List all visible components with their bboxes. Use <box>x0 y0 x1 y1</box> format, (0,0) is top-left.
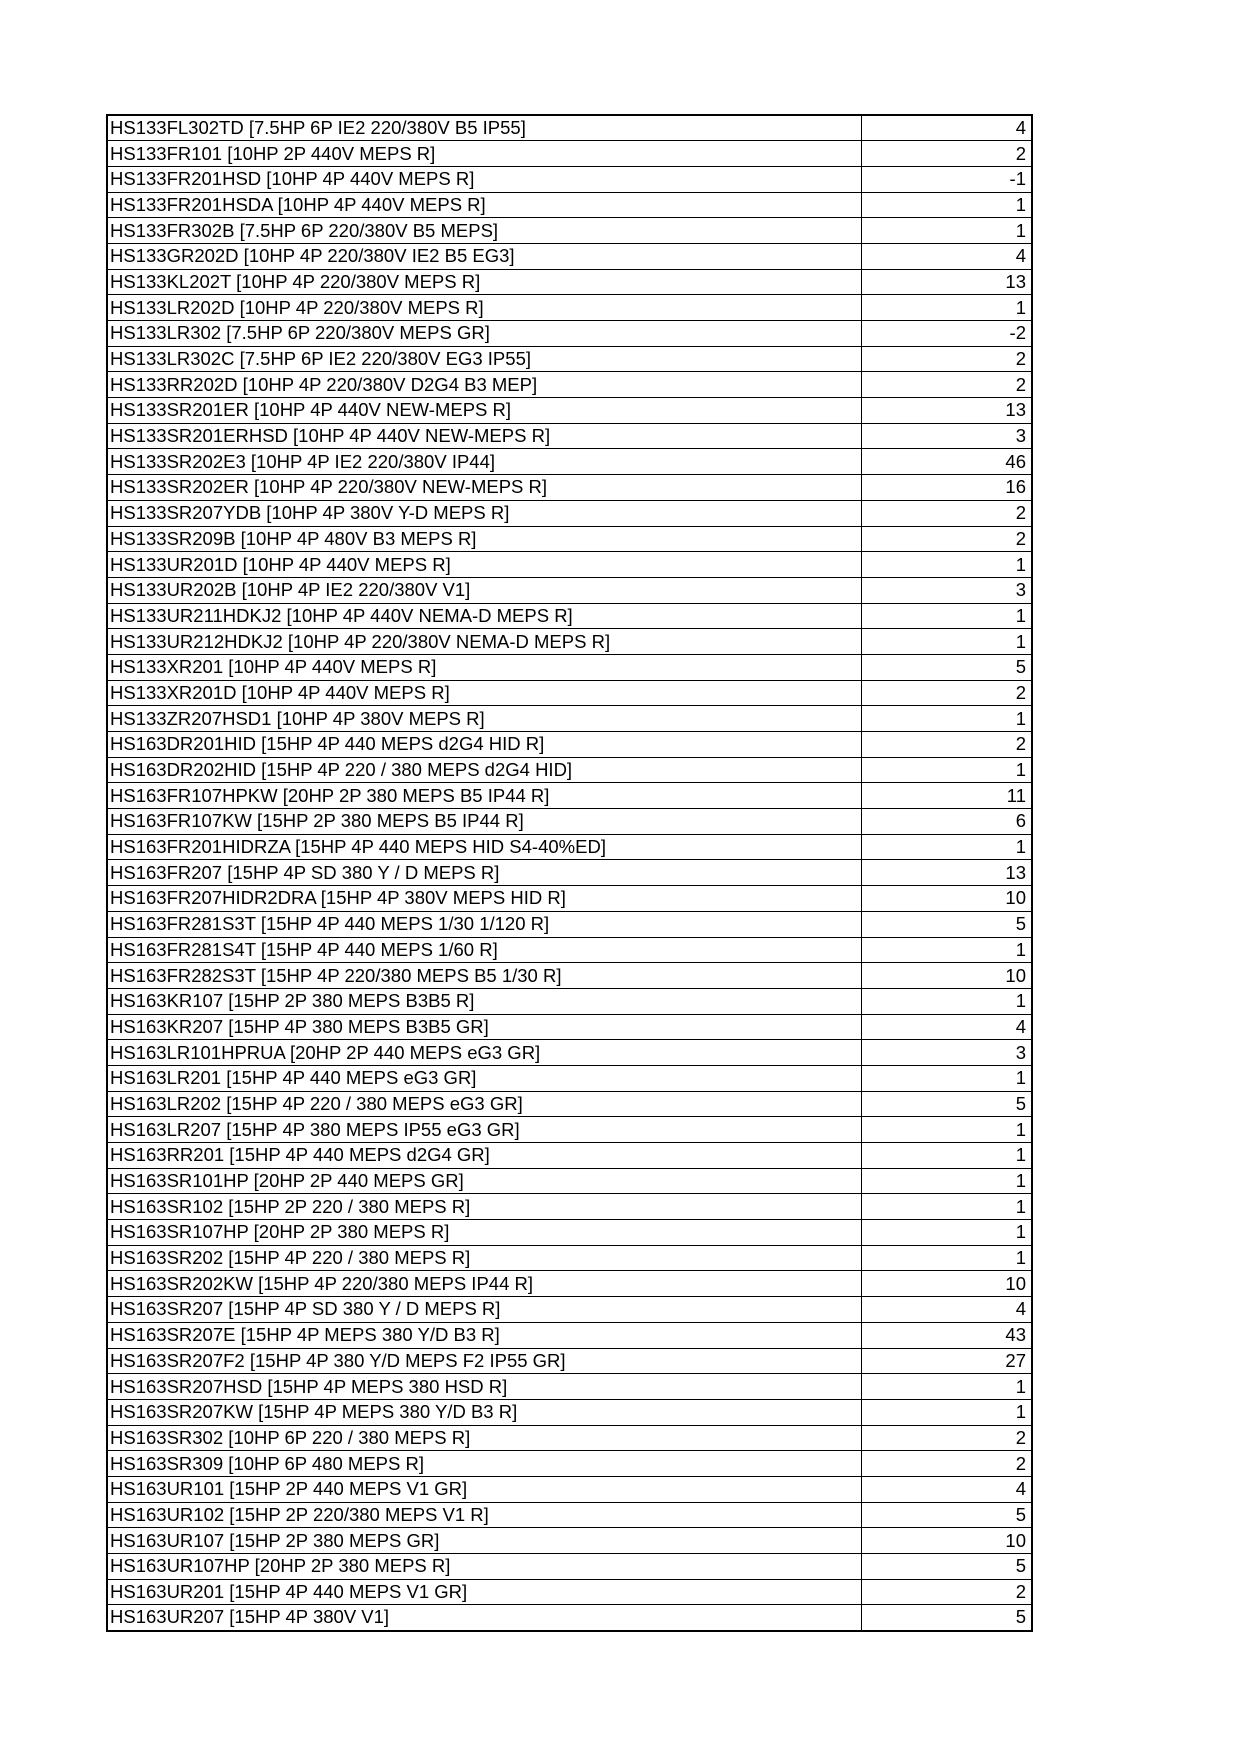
table-row <box>107 783 1032 809</box>
item-quantity-cell: 10 <box>861 1271 1032 1297</box>
table-row <box>107 577 1032 603</box>
item-description-cell: HS163SR207HSD [15HP 4P MEPS 380 HSD R] <box>107 1374 861 1400</box>
item-quantity-cell: 3 <box>861 1040 1032 1066</box>
item-quantity-cell: 10 <box>861 886 1032 912</box>
item-quantity-cell: 1 <box>861 757 1032 783</box>
item-description-cell: HS163SR101HP [20HP 2P 440 MEPS GR] <box>107 1168 861 1194</box>
item-description-cell: HS133LR302C [7.5HP 6P IE2 220/380V EG3 IP55] <box>107 346 861 372</box>
table-row <box>107 398 1032 424</box>
item-quantity-cell: 5 <box>861 1502 1032 1528</box>
item-description-cell: HS163SR207KW [15HP 4P MEPS 380 Y/D B3 R] <box>107 1399 861 1425</box>
table-row <box>107 886 1032 912</box>
item-description-cell: HS133GR202D [10HP 4P 220/380V IE2 B5 EG3] <box>107 243 861 269</box>
item-description-cell: HS133XR201 [10HP 4P 440V MEPS R] <box>107 654 861 680</box>
item-description-cell: HS163SR102 [15HP 2P 220 / 380 MEPS R] <box>107 1194 861 1220</box>
item-description-cell: HS163DR202HID [15HP 4P 220 / 380 MEPS d2G4 HID] <box>107 757 861 783</box>
table-row <box>107 346 1032 372</box>
item-quantity-cell: 1 <box>861 988 1032 1014</box>
table-row <box>107 500 1032 526</box>
item-description-cell: HS163UR107HP [20HP 2P 380 MEPS R] <box>107 1554 861 1580</box>
item-description-cell: HS133FR101 [10HP 2P 440V MEPS R] <box>107 141 861 167</box>
table-row <box>107 1605 1032 1631</box>
item-description-cell: HS163SR202 [15HP 4P 220 / 380 MEPS R] <box>107 1245 861 1271</box>
item-description-cell: HS133SR201ERHSD [10HP 4P 440V NEW-MEPS R] <box>107 423 861 449</box>
item-quantity-cell: 10 <box>861 1528 1032 1554</box>
item-quantity-cell: 2 <box>861 1425 1032 1451</box>
item-description-cell: HS163LR201 [15HP 4P 440 MEPS eG3 GR] <box>107 1065 861 1091</box>
inventory-table <box>106 114 1033 1632</box>
table-row <box>107 911 1032 937</box>
item-quantity-cell: 4 <box>861 1014 1032 1040</box>
item-description-cell: HS133ZR207HSD1 [10HP 4P 380V MEPS R] <box>107 706 861 732</box>
table-row <box>107 423 1032 449</box>
item-description-cell: HS133SR207YDB [10HP 4P 380V Y-D MEPS R] <box>107 500 861 526</box>
item-quantity-cell: 2 <box>861 141 1032 167</box>
table-row <box>107 1476 1032 1502</box>
item-quantity-cell: 4 <box>861 243 1032 269</box>
item-description-cell: HS163UR201 [15HP 4P 440 MEPS V1 GR] <box>107 1579 861 1605</box>
item-description-cell: HS133UR212HDKJ2 [10HP 4P 220/380V NEMA-D MEPS R] <box>107 629 861 655</box>
item-quantity-cell: 1 <box>861 295 1032 321</box>
item-description-cell: HS163RR201 [15HP 4P 440 MEPS d2G4 GR] <box>107 1143 861 1169</box>
table-row <box>107 192 1032 218</box>
item-quantity-cell: 1 <box>861 1220 1032 1246</box>
table-row <box>107 1245 1032 1271</box>
item-description-cell: HS163LR207 [15HP 4P 380 MEPS IP55 eG3 GR] <box>107 1117 861 1143</box>
table-row <box>107 1554 1032 1580</box>
item-quantity-cell: 1 <box>861 218 1032 244</box>
item-description-cell: HS163FR107KW [15HP 2P 380 MEPS B5 IP44 R] <box>107 809 861 835</box>
table-row <box>107 295 1032 321</box>
table-row <box>107 963 1032 989</box>
item-quantity-cell: -1 <box>861 166 1032 192</box>
table-row <box>107 115 1032 141</box>
table-row <box>107 1014 1032 1040</box>
table-row <box>107 1220 1032 1246</box>
table-row <box>107 1040 1032 1066</box>
item-description-cell: HS163FR281S4T [15HP 4P 440 MEPS 1/60 R] <box>107 937 861 963</box>
item-quantity-cell: 1 <box>861 1065 1032 1091</box>
item-description-cell: HS133LR202D [10HP 4P 220/380V MEPS R] <box>107 295 861 321</box>
item-description-cell: HS133SR209B [10HP 4P 480V B3 MEPS R] <box>107 526 861 552</box>
item-quantity-cell: 4 <box>861 1476 1032 1502</box>
item-description-cell: HS133SR202E3 [10HP 4P IE2 220/380V IP44] <box>107 449 861 475</box>
table-row <box>107 809 1032 835</box>
item-description-cell: HS133UR202B [10HP 4P IE2 220/380V V1] <box>107 577 861 603</box>
item-quantity-cell: 1 <box>861 629 1032 655</box>
item-quantity-cell: 2 <box>861 1451 1032 1477</box>
table-row <box>107 654 1032 680</box>
item-quantity-cell: 2 <box>861 1579 1032 1605</box>
item-quantity-cell: 1 <box>861 1117 1032 1143</box>
item-description-cell: HS163UR207 [15HP 4P 380V V1] <box>107 1605 861 1631</box>
item-description-cell: HS163SR302 [10HP 6P 220 / 380 MEPS R] <box>107 1425 861 1451</box>
item-quantity-cell: 1 <box>861 1143 1032 1169</box>
item-quantity-cell: 46 <box>861 449 1032 475</box>
table-row <box>107 372 1032 398</box>
item-description-cell: HS163SR207F2 [15HP 4P 380 Y/D MEPS F2 IP55 GR] <box>107 1348 861 1374</box>
table-row <box>107 1271 1032 1297</box>
table-row <box>107 757 1032 783</box>
item-description-cell: HS133SR201ER [10HP 4P 440V NEW-MEPS R] <box>107 398 861 424</box>
item-description-cell: HS163UR102 [15HP 2P 220/380 MEPS V1 R] <box>107 1502 861 1528</box>
item-description-cell: HS163UR107 [15HP 2P 380 MEPS GR] <box>107 1528 861 1554</box>
item-description-cell: HS163FR282S3T [15HP 4P 220/380 MEPS B5 1/30 R] <box>107 963 861 989</box>
item-quantity-cell: 2 <box>861 372 1032 398</box>
table-row <box>107 449 1032 475</box>
table-row <box>107 1322 1032 1348</box>
table-row <box>107 1579 1032 1605</box>
item-description-cell: HS163UR101 [15HP 2P 440 MEPS V1 GR] <box>107 1476 861 1502</box>
item-quantity-cell: 5 <box>861 1605 1032 1631</box>
item-quantity-cell: 11 <box>861 783 1032 809</box>
table-row <box>107 1117 1032 1143</box>
item-description-cell: HS163DR201HID [15HP 4P 440 MEPS d2G4 HID R] <box>107 732 861 758</box>
table-row <box>107 141 1032 167</box>
item-quantity-cell: 1 <box>861 552 1032 578</box>
item-quantity-cell: 5 <box>861 654 1032 680</box>
item-description-cell: HS163FR207HIDR2DRA [15HP 4P 380V MEPS HID R] <box>107 886 861 912</box>
table-row <box>107 834 1032 860</box>
table-row <box>107 269 1032 295</box>
item-quantity-cell: 4 <box>861 115 1032 141</box>
item-description-cell: HS133RR202D [10HP 4P 220/380V D2G4 B3 MEP] <box>107 372 861 398</box>
table-row <box>107 1143 1032 1169</box>
item-description-cell: HS163LR202 [15HP 4P 220 / 380 MEPS eG3 GR] <box>107 1091 861 1117</box>
table-row <box>107 321 1032 347</box>
table-row <box>107 1348 1032 1374</box>
table-row <box>107 1194 1032 1220</box>
item-description-cell: HS133FR201HSD [10HP 4P 440V MEPS R] <box>107 166 861 192</box>
table-row <box>107 166 1032 192</box>
item-description-cell: HS163SR107HP [20HP 2P 380 MEPS R] <box>107 1220 861 1246</box>
item-quantity-cell: 13 <box>861 269 1032 295</box>
item-quantity-cell: 2 <box>861 732 1032 758</box>
item-quantity-cell: 1 <box>861 1399 1032 1425</box>
item-description-cell: HS163SR202KW [15HP 4P 220/380 MEPS IP44 R] <box>107 1271 861 1297</box>
item-description-cell: HS133UR211HDKJ2 [10HP 4P 440V NEMA-D MEPS R] <box>107 603 861 629</box>
item-description-cell: HS133UR201D [10HP 4P 440V MEPS R] <box>107 552 861 578</box>
item-description-cell: HS163SR309 [10HP 6P 480 MEPS R] <box>107 1451 861 1477</box>
item-quantity-cell: 43 <box>861 1322 1032 1348</box>
item-description-cell: HS163KR107 [15HP 2P 380 MEPS B3B5 R] <box>107 988 861 1014</box>
table-row <box>107 1528 1032 1554</box>
item-quantity-cell: 2 <box>861 526 1032 552</box>
table-row <box>107 603 1032 629</box>
item-description-cell: HS163KR207 [15HP 4P 380 MEPS B3B5 GR] <box>107 1014 861 1040</box>
item-description-cell: HS163FR107HPKW [20HP 2P 380 MEPS B5 IP44 R] <box>107 783 861 809</box>
table-row <box>107 732 1032 758</box>
item-quantity-cell: 1 <box>861 834 1032 860</box>
item-quantity-cell: 1 <box>861 1374 1032 1400</box>
table-row <box>107 1374 1032 1400</box>
item-quantity-cell: 2 <box>861 500 1032 526</box>
item-quantity-cell: 1 <box>861 192 1032 218</box>
item-description-cell: HS133FL302TD [7.5HP 6P IE2 220/380V B5 IP55] <box>107 115 861 141</box>
item-quantity-cell: -2 <box>861 321 1032 347</box>
table-row <box>107 1168 1032 1194</box>
item-quantity-cell: 2 <box>861 346 1032 372</box>
item-description-cell: HS133FR201HSDA [10HP 4P 440V MEPS R] <box>107 192 861 218</box>
item-description-cell: HS133FR302B [7.5HP 6P 220/380V B5 MEPS] <box>107 218 861 244</box>
item-description-cell: HS163SR207E [15HP 4P MEPS 380 Y/D B3 R] <box>107 1322 861 1348</box>
table-row <box>107 937 1032 963</box>
item-quantity-cell: 1 <box>861 1245 1032 1271</box>
item-description-cell: HS163SR207 [15HP 4P SD 380 Y / D MEPS R] <box>107 1297 861 1323</box>
table-row <box>107 1399 1032 1425</box>
item-quantity-cell: 1 <box>861 1168 1032 1194</box>
item-quantity-cell: 3 <box>861 577 1032 603</box>
table-row <box>107 1425 1032 1451</box>
item-description-cell: HS133KL202T [10HP 4P 220/380V MEPS R] <box>107 269 861 295</box>
item-quantity-cell: 13 <box>861 860 1032 886</box>
item-quantity-cell: 10 <box>861 963 1032 989</box>
table-row <box>107 706 1032 732</box>
item-quantity-cell: 5 <box>861 1091 1032 1117</box>
item-quantity-cell: 1 <box>861 706 1032 732</box>
table-row <box>107 860 1032 886</box>
item-quantity-cell: 2 <box>861 680 1032 706</box>
item-description-cell: HS163FR201HIDRZA [15HP 4P 440 MEPS HID S4-40%ED] <box>107 834 861 860</box>
item-quantity-cell: 5 <box>861 911 1032 937</box>
inventory-table-body <box>107 115 1032 1631</box>
item-quantity-cell: 5 <box>861 1554 1032 1580</box>
item-description-cell: HS163FR281S3T [15HP 4P 440 MEPS 1/30 1/120 R] <box>107 911 861 937</box>
item-description-cell: HS163FR207 [15HP 4P SD 380 Y / D MEPS R] <box>107 860 861 886</box>
table-row <box>107 1091 1032 1117</box>
item-quantity-cell: 1 <box>861 937 1032 963</box>
table-row <box>107 1065 1032 1091</box>
item-quantity-cell: 13 <box>861 398 1032 424</box>
item-quantity-cell: 1 <box>861 1194 1032 1220</box>
item-description-cell: HS133LR302 [7.5HP 6P 220/380V MEPS GR] <box>107 321 861 347</box>
table-row <box>107 475 1032 501</box>
table-row <box>107 243 1032 269</box>
table-row <box>107 988 1032 1014</box>
item-quantity-cell: 1 <box>861 603 1032 629</box>
item-description-cell: HS133SR202ER [10HP 4P 220/380V NEW-MEPS R] <box>107 475 861 501</box>
item-quantity-cell: 16 <box>861 475 1032 501</box>
item-quantity-cell: 4 <box>861 1297 1032 1323</box>
table-row <box>107 680 1032 706</box>
table-row <box>107 629 1032 655</box>
table-row <box>107 552 1032 578</box>
item-quantity-cell: 3 <box>861 423 1032 449</box>
table-row <box>107 1502 1032 1528</box>
table-row <box>107 526 1032 552</box>
item-quantity-cell: 6 <box>861 809 1032 835</box>
table-row <box>107 1451 1032 1477</box>
table-row <box>107 218 1032 244</box>
item-description-cell: HS133XR201D [10HP 4P 440V MEPS R] <box>107 680 861 706</box>
item-description-cell: HS163LR101HPRUA [20HP 2P 440 MEPS eG3 GR] <box>107 1040 861 1066</box>
table-row <box>107 1297 1032 1323</box>
item-quantity-cell: 27 <box>861 1348 1032 1374</box>
